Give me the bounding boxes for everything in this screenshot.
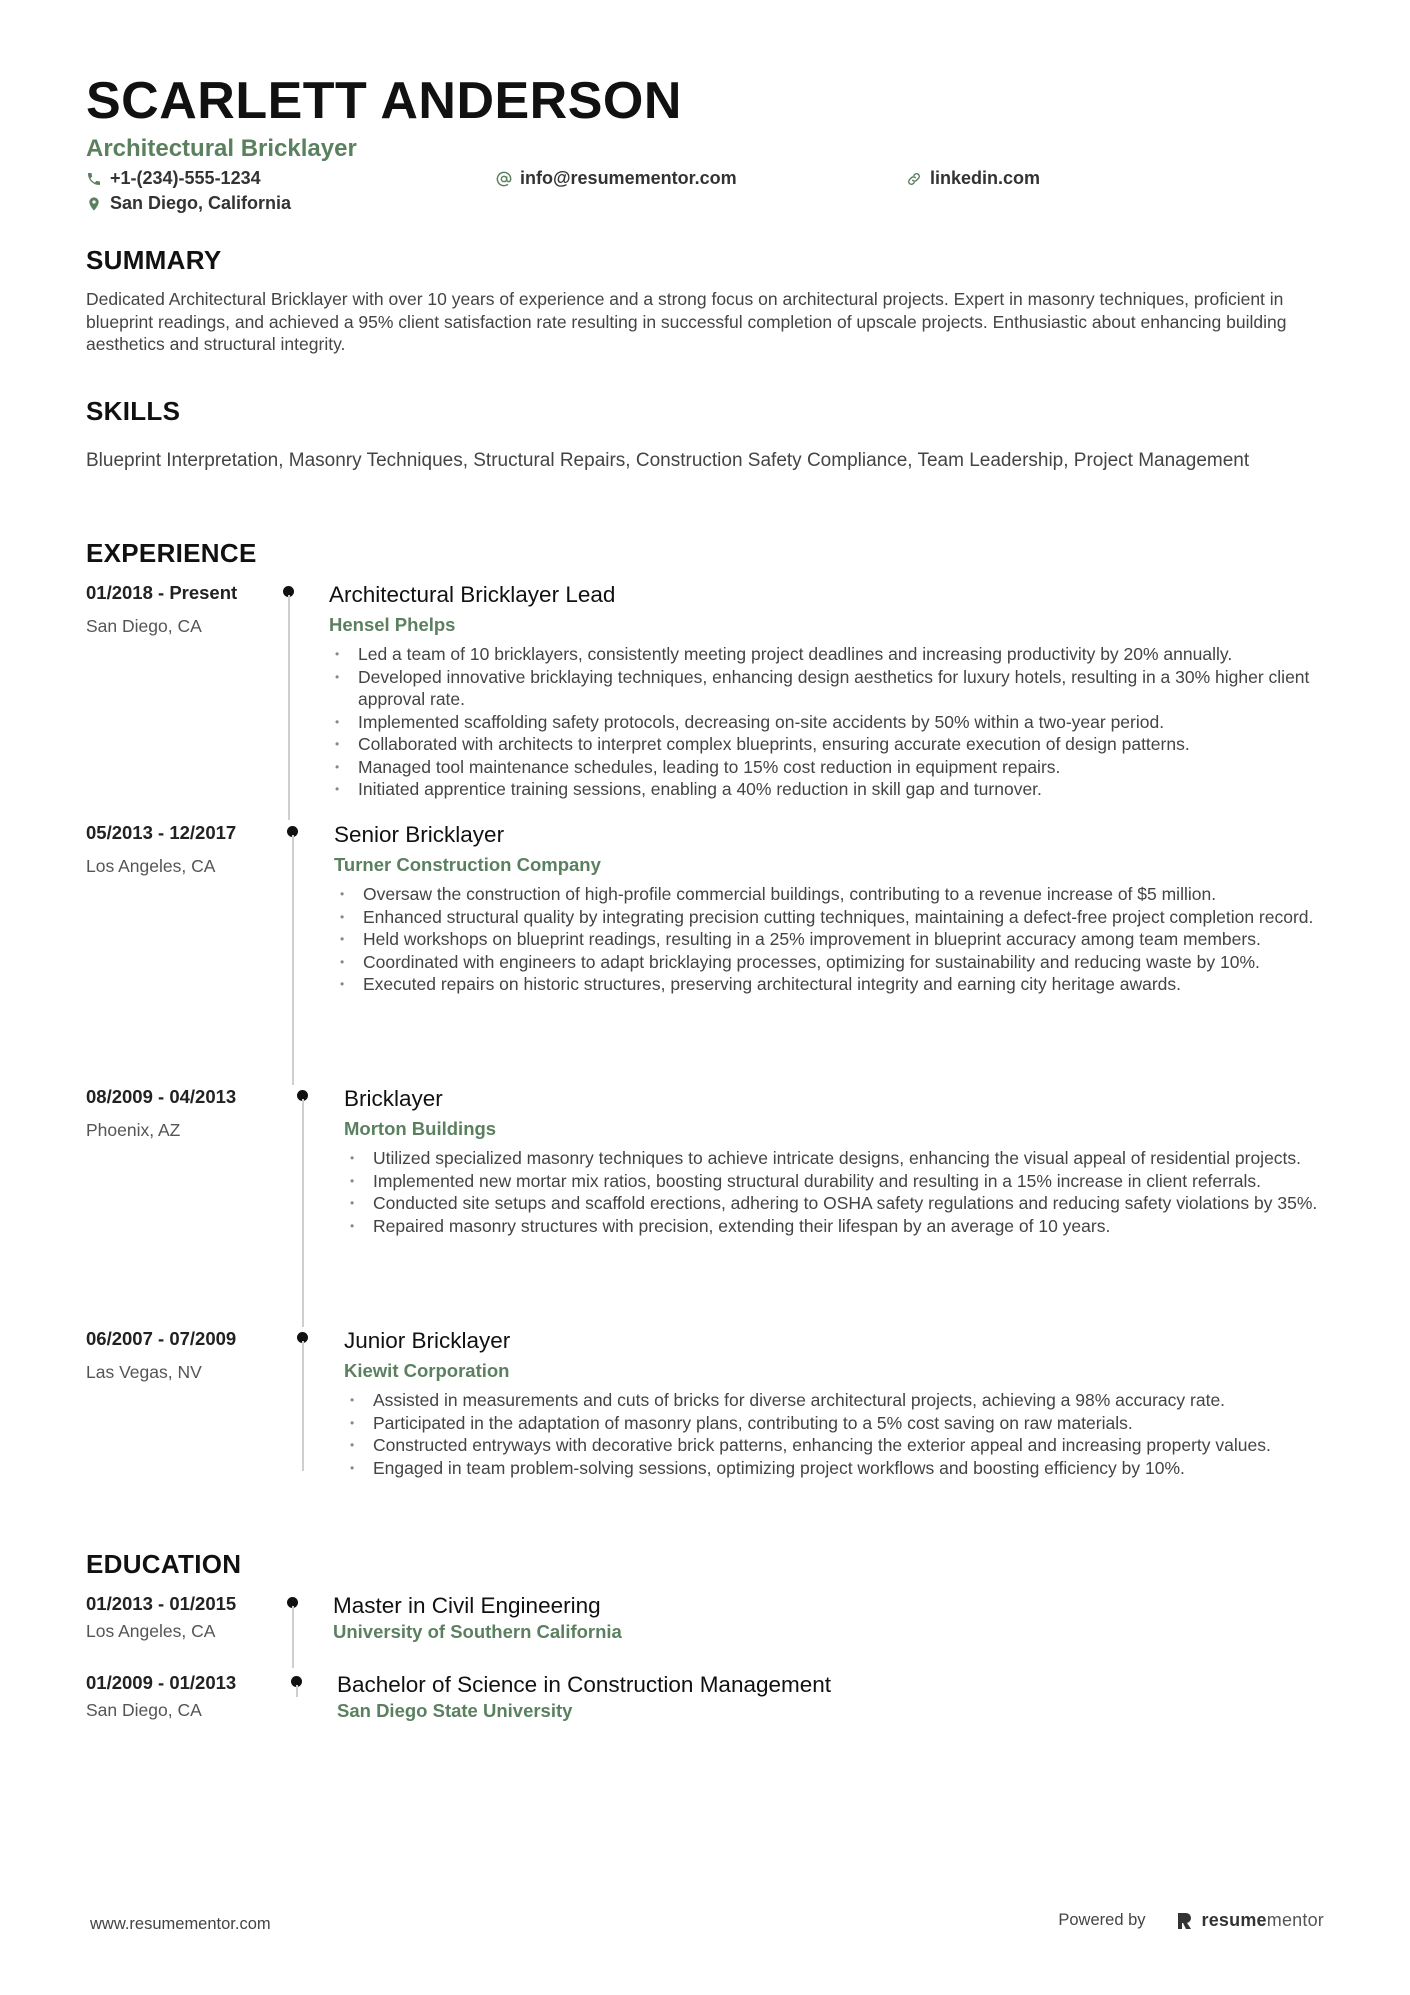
footer-website[interactable]: www.resumementor.com [90,1915,271,1933]
phone-icon [86,171,102,187]
timeline-line [292,835,294,1085]
bullet-item: • Executed repairs on historic structures, preserving architectural integrity and earning city heritage awards. [334,973,1329,996]
experience-details [344,1085,1329,1237]
experience-heading: EXPERIENCE [86,538,257,568]
powered-by-text: Powered by [1058,1911,1146,1929]
experience-location: Las Vegas, NV [86,1362,202,1382]
experience-company: Hensel Phelps [329,614,456,635]
experience-date: 08/2009 - 04/2013 [86,1086,237,1107]
experience-role: Architectural Bricklayer Lead [329,582,616,607]
experience-section [86,537,1326,1478]
experience-date: 05/2013 - 12/2017 [86,822,237,843]
bullet-item: • Conducted site setups and scaffold erections, adhering to OSHA safety regulations and reducing safety violations by 35%. [344,1192,1329,1215]
linkedin-text: linkedin.com [930,168,1041,188]
education-degree: Master in Civil Engineering [333,1593,601,1618]
timeline-line [302,1099,304,1327]
experience-meta [86,1085,286,1141]
experience-company: Kiewit Corporation [344,1360,510,1381]
summary-heading: SUMMARY [86,245,222,275]
experience-bullets [329,643,1329,801]
experience-location: Los Angeles, CA [86,856,216,876]
bullet-item: • Held workshops on blueprint readings, resulting in a 25% improvement in blueprint accuracy among team members. [334,928,1329,951]
experience-details [334,821,1329,996]
experience-role: Senior Bricklayer [334,822,505,847]
bullet-item: • Engaged in team problem-solving sessions, optimizing project workflows and boosting efficiency by 10%. [344,1457,1329,1480]
bullet-item: • Developed innovative bricklaying techniques, enhancing design aesthetics for luxury hotels, resulting in a 30% higher client approval rate. [329,666,1329,711]
education-school: San Diego State University [337,1700,573,1721]
timeline-line [302,1341,304,1471]
skills-heading: SKILLS [86,396,181,426]
phone-text: +1-(234)-555-1234 [110,168,261,188]
skills-section [86,395,1326,474]
candidate-name: SCARLETT ANDERSON [86,72,682,130]
experience-role: Bricklayer [344,1086,443,1111]
bullet-item: • Led a team of 10 bricklayers, consistently meeting project deadlines and increasing productivity by 20% annually. [329,643,1329,666]
resumementor-logo-icon [1176,1912,1192,1930]
education-location: San Diego, CA [86,1700,202,1720]
experience-bullets [344,1147,1329,1237]
timeline-line [288,595,290,820]
bullet-item: • Implemented new mortar mix ratios, boosting structural durability and resulting in a 15% increase in client referrals. [344,1170,1329,1193]
brand-light: mentor [1266,1910,1324,1930]
education-date: 01/2009 - 01/2013 [86,1672,237,1693]
bullet-item: • Participated in the adaptation of masonry plans, contributing to a 5% cost saving on raw materials. [344,1412,1329,1435]
skills-text: Blueprint Interpretation, Masonry Techniques, Structural Repairs, Construction Safety Compliance, Team Leadership, Project Management [86,450,1250,471]
experience-company: Turner Construction Company [334,854,601,875]
experience-meta [86,1327,286,1383]
experience-bullets [334,883,1329,996]
experience-company: Morton Buildings [344,1118,497,1139]
location-pin-icon [86,196,102,212]
footer-branding [1058,1910,1324,1931]
experience-details [344,1327,1329,1479]
experience-role: Junior Bricklayer [344,1328,511,1353]
summary-section [86,244,1326,356]
bullet-item: • Repaired masonry structures with precision, extending their lifespan by an average of 10 years. [344,1215,1329,1238]
contact-location [86,193,291,214]
education-details [337,1671,1327,1723]
experience-location: Phoenix, AZ [86,1120,181,1140]
education-degree: Bachelor of Science in Construction Management [337,1672,832,1697]
education-details [333,1592,1323,1644]
education-date: 01/2013 - 01/2015 [86,1593,237,1614]
education-heading: EDUCATION [86,1549,242,1579]
bullet-item: • Coordinated with engineers to adapt bricklaying processes, optimizing for sustainability and reducing waste by 10%. [334,951,1329,974]
education-section [86,1548,1326,1721]
email-text: info@resumementor.com [520,168,737,188]
experience-location: San Diego, CA [86,616,202,636]
bullet-item: • Implemented scaffolding safety protocols, decreasing on-site accidents by 50% within a two-year period. [329,711,1329,734]
education-meta [86,1671,286,1721]
summary-text: Dedicated Architectural Bricklayer with over 10 years of experience and a strong focus on architectural projects. Expert in masonry techniques, proficient in blueprint readings, and achieved a 95% client satisfaction rate resulting in successful completion of upscale projects. Enthusiastic about enhancing building aesthetics and structural integrity. [86,289,1287,354]
bullet-item: • Assisted in measurements and cuts of bricks for diverse architectural projects, achieving a 98% accuracy rate. [344,1389,1329,1412]
bullet-item: • Constructed entryways with decorative brick patterns, enhancing the exterior appeal and increasing property values. [344,1434,1329,1457]
bullet-item: • Utilized specialized masonry techniques to achieve intricate designs, enhancing the visual appeal of residential projects. [344,1147,1329,1170]
education-meta [86,1592,286,1642]
bullet-item: • Collaborated with architects to interpret complex blueprints, ensuring accurate execution of design patterns. [329,733,1329,756]
bullet-item: • Initiated apprentice training sessions, enabling a 40% reduction in skill gap and turnover. [329,778,1329,801]
timeline-line [296,1685,298,1697]
bullet-item: • Enhanced structural quality by integrating precision cutting techniques, maintaining a defect-free project completion record. [334,906,1329,929]
job-title: Architectural Bricklayer [86,135,357,162]
contact-email[interactable] [496,168,737,189]
brand-bold: resume [1201,1910,1267,1930]
at-icon [496,171,512,187]
experience-bullets [344,1389,1329,1479]
education-school: University of Southern California [333,1621,622,1642]
experience-date: 06/2007 - 07/2009 [86,1328,237,1349]
bullet-item: • Oversaw the construction of high-profile commercial buildings, contributing to a revenue increase of $5 million. [334,883,1329,906]
education-location: Los Angeles, CA [86,1621,216,1641]
contact-phone[interactable] [86,168,261,189]
experience-meta [86,581,286,637]
resume-page [86,70,1326,1721]
contact-linkedin[interactable] [906,168,1040,189]
timeline-line [292,1606,294,1668]
contact-info [86,168,1326,220]
location-text: San Diego, California [110,193,292,213]
brand-name[interactable] [1202,1910,1324,1931]
experience-details [329,581,1329,801]
experience-meta [86,821,286,877]
experience-date: 01/2018 - Present [86,582,238,603]
link-icon [906,171,922,187]
bullet-item: • Managed tool maintenance schedules, leading to 15% cost reduction in equipment repairs. [329,756,1329,779]
